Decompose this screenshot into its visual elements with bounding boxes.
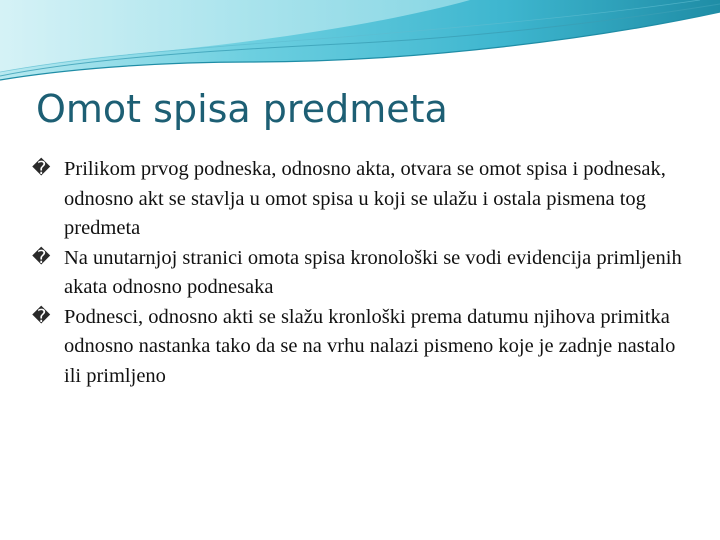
bullet-marker-icon: � bbox=[32, 158, 51, 179]
bullet-item bbox=[32, 155, 692, 244]
bullet-text: Prilikom prvog podneska, odnosno akta, otvara se omot spisa i podnesak, odnosno akt se stavlja u omot spisa u koji se ulažu i ostala pismena tog predmeta bbox=[64, 158, 666, 239]
bullet-item bbox=[32, 303, 692, 392]
bullet-list bbox=[32, 155, 692, 391]
bullet-item bbox=[32, 244, 692, 303]
bullet-text: Na unutarnjoj stranici omota spisa kronološki se vodi evidencija primljenih akata odnosno podnesaka bbox=[64, 246, 682, 298]
bullet-marker-icon: � bbox=[32, 305, 51, 327]
bullet-marker-icon: � bbox=[32, 246, 51, 268]
bullet-text: Podnesci, odnosno akti se slažu kronloški prema datumu njihova primitka odnosno nastanka tako da se na vrhu nalazi pismeno koje je zadnje nastalo ili primljeno bbox=[64, 305, 676, 387]
slide-title: Omot spisa predmeta bbox=[36, 87, 448, 131]
header-wave-decoration bbox=[0, 0, 720, 90]
